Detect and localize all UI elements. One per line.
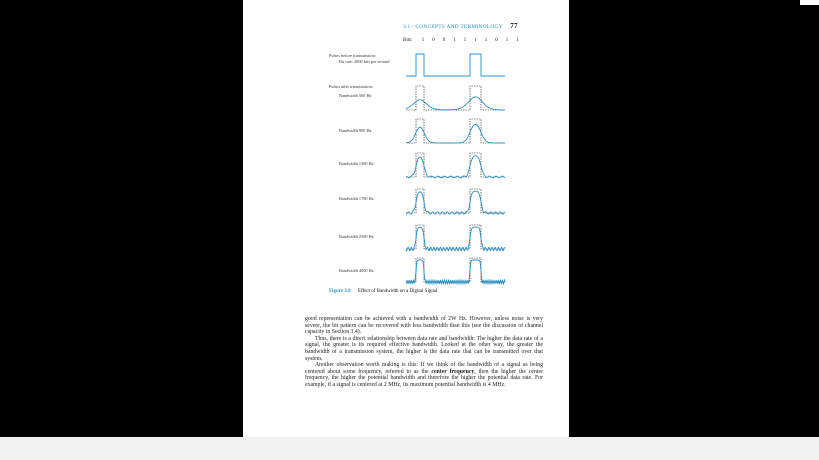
bit-value: 0 <box>495 38 498 43</box>
received-signal-2 <box>406 124 505 143</box>
received-signal-3 <box>406 156 505 178</box>
document-page <box>243 0 569 437</box>
bitrate-label: Bit rate: 2000 bits per second <box>339 59 390 64</box>
bandwidth-label-3: Bandwidth 1300 Hz <box>339 161 374 166</box>
paragraph-3-part-c: , then the higher the center frequency, the higher the potential bandwidth and therefore the higher the potential data rate. For example, if a signal is centered at 2 MHz, its maximum potential bandwidth is 4 MHz. <box>305 368 544 388</box>
input-pulse-train <box>406 54 505 76</box>
figure-number: Figure 3.8 <box>329 289 351 294</box>
bandwidth-label-5: Bandwidth 2500 Hz <box>339 234 374 239</box>
received-signal-5 <box>406 227 505 251</box>
bit-value: 1 <box>484 38 488 43</box>
page-number: 77 <box>510 22 518 30</box>
bit-value: 0 <box>442 38 446 43</box>
window-corner <box>800 0 819 5</box>
ideal-pulse-outline-5 <box>406 225 505 249</box>
section-title: 3.1 / CONCEPTS AND TERMINOLOGY <box>403 24 503 30</box>
after-title: Pulses after transmission: <box>329 84 373 89</box>
received-signal-1 <box>406 97 505 110</box>
bits-label: Bits: <box>403 38 413 43</box>
bandwidth-label-4: Bandwidth 1700 Hz <box>339 196 374 201</box>
received-signal-4 <box>406 191 505 214</box>
ideal-pulse-outline-1 <box>406 86 505 110</box>
paragraph-3-part-a: Another observation worth making is this: If we think of the bandwidth of a signal as being centered about some frequency, referred to as the <box>305 362 543 375</box>
ideal-pulse-outline-2 <box>406 119 505 143</box>
bandwidth-label-1: Bandwidth 500 Hz <box>339 93 372 98</box>
bit-value: 1 <box>463 38 467 43</box>
paragraph-2: Thus, there is a direct relationship between data rate and bandwidth: The higher the data rate of a signal, the greater is its required effective bandwidth. Looked at the other way, the greater the bandwidth of a transmission system, the higher is the data rate that can be transmitted over that system. <box>305 335 543 362</box>
before-title: Pulses before transmission: <box>329 53 377 58</box>
bit-value: 1 <box>516 38 519 43</box>
paragraph-3 <box>305 362 543 388</box>
bit-value: 1 <box>505 38 509 43</box>
ideal-pulse-outline-6 <box>406 258 505 282</box>
ideal-pulse-outline-3 <box>406 153 505 177</box>
horizontal-scrollbar[interactable] <box>0 437 819 460</box>
bit-value: 1 <box>474 38 477 43</box>
received-signal-6 <box>406 260 505 284</box>
bandwidth-figure <box>243 0 569 300</box>
paragraph-1: good representation can be achieved with a bandwidth of 2W Hz. However, unless noise is very severe, the bit pattern can be recovered with less bandwidth than this (see the discussion of channel capacity in Section 3.4). <box>305 316 543 336</box>
bit-value: 1 <box>421 38 425 43</box>
bandwidth-label-2: Bandwidth 900 Hz <box>339 128 372 133</box>
bit-value: 1 <box>453 38 456 43</box>
figure-caption-text: Effect of Bandwidth on a Digital Signal <box>357 289 438 294</box>
figure-caption <box>329 289 437 294</box>
body-text <box>305 316 543 389</box>
bandwidth-label-6: Bandwidth 4000 Hz <box>339 268 374 273</box>
term-center-frequency: center frequency <box>431 368 475 375</box>
bit-value: 0 <box>432 38 435 43</box>
